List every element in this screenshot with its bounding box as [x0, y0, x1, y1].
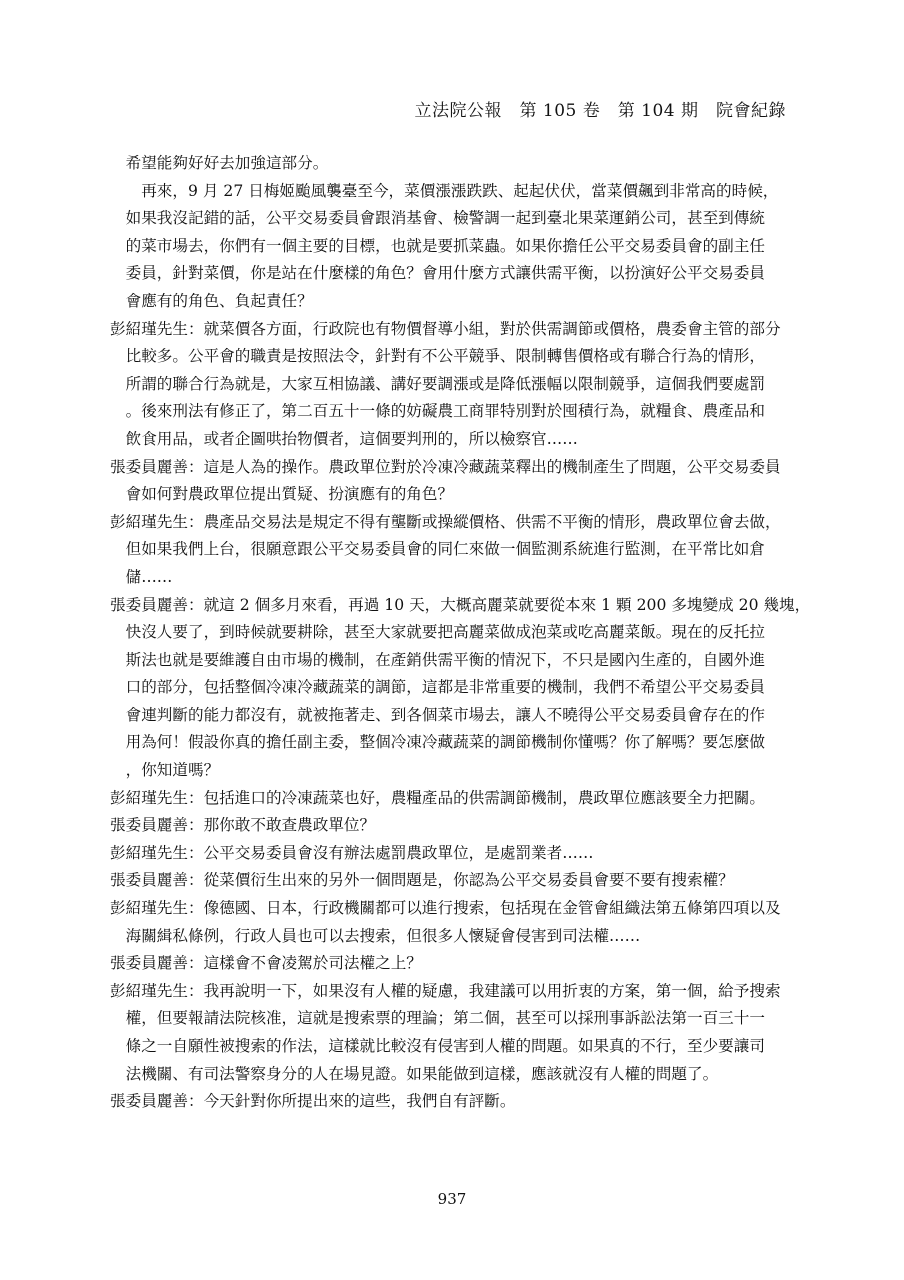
text-line: 條之一自願性被搜索的作法，這樣就比較沒有侵害到人權的問題。如果真的不行，至少要讓司	[125, 1037, 765, 1055]
text-line: 的菜市場去，你們有一個主要的目標，也就是要抓菜蟲。如果你擔任公平交易委員會的副主任	[125, 236, 765, 255]
transcript-paragraph	[110, 150, 800, 178]
text-line: 彭紹瑾先生：公平交易委員會沒有辦法處罰農政單位，是處罰業者……	[110, 843, 594, 862]
page-number: 937	[437, 1190, 467, 1208]
text-line: 希望能夠好好去加強這部分。	[125, 154, 329, 172]
speaker-paragraph	[110, 1088, 800, 1116]
speaker-paragraph	[110, 509, 800, 592]
speaker-paragraph	[110, 316, 800, 454]
text-line: 法機關、有司法警察身分的人在場見證。如果能做到這樣，應該就沒有人權的問題了。	[125, 1064, 719, 1083]
text-line: 如果我沒記錯的話，公平交易委員會跟消基會、檢警調一起到臺北果菜運銷公司，甚至到傳統	[125, 209, 765, 228]
text-line: 所謂的聯合行為就是，大家互相協議、講好要調漲或是降低漲幅以限制競爭，這個我們要處罰	[125, 374, 765, 393]
text-line: 會應有的角色、負起責任？	[125, 291, 313, 310]
text-line: 飲食用品，或者企圖哄抬物價者，這個要判刑的，所以檢察官……	[125, 429, 578, 448]
speaker-paragraph	[110, 950, 800, 978]
text-line: 儲……	[125, 567, 173, 586]
speaker-paragraph	[110, 785, 800, 813]
text-line: 彭紹瑾先生：像德國、日本，行政機關都可以進行搜索，包括現在金管會組織法第五條第四項以及	[110, 899, 781, 918]
transcript-paragraph	[110, 178, 800, 316]
speaker-paragraph	[110, 840, 800, 868]
text-line: 張委員麗善：那你敢不敢查農政單位？	[110, 816, 376, 835]
text-line: 張委員麗善：就這 2 個多月來看，再過 10 天，大概高麗菜就要從本來 1 顆 200 多塊變成 20 幾塊，	[110, 595, 811, 614]
speaker-paragraph	[110, 812, 800, 840]
text-line: 張委員麗善：今天針對你所提出來的這些，我們自有評斷。	[110, 1092, 516, 1111]
text-line: 快沒人要了，到時候就要耕除，甚至大家就要把高麗菜做成泡菜或吃高麗菜飯。現在的反托拉	[125, 623, 765, 642]
text-line: 會連判斷的能力都沒有，就被拖著走、到各個菜市場去，讓人不曉得公平交易委員會存在的作	[125, 705, 765, 724]
text-line: 用為何！假設你真的擔任副主委，整個冷凍冷藏蔬菜的調節機制你懂嗎？你了解嗎？要怎麼做	[125, 733, 765, 752]
text-line: 口的部分，包括整個冷凍冷藏蔬菜的調節，這都是非常重要的機制，我們不希望公平交易委員	[125, 678, 765, 697]
speaker-paragraph	[110, 867, 800, 895]
speaker-paragraph	[110, 454, 800, 509]
text-line: 張委員麗善：這樣會不會凌駕於司法權之上？	[110, 954, 422, 973]
text-line: 斯法也就是要維護自由市場的機制，在產銷供需平衡的情況下，不只是國內生產的，自國外進	[125, 650, 765, 669]
text-line: 。後來刑法有修正了，第二百五十一條的妨礙農工商罪特別對於囤積行為，就糧食、農產品和	[125, 402, 765, 421]
text-line: 彭紹瑾先生：包括進口的冷凍蔬菜也好，農糧產品的供需調節機制，農政單位應該要全力把關。	[110, 788, 765, 807]
speaker-paragraph	[110, 978, 800, 1088]
speaker-paragraph	[110, 895, 800, 950]
speaker-paragraph	[110, 592, 811, 785]
text-line: 海關緝私條例，行政人員也可以去搜索，但很多人懷疑會侵害到司法權……	[125, 926, 641, 945]
text-line: 會如何對農政單位提出質疑、扮演應有的角色？	[125, 485, 454, 504]
text-line: 再來，9 月 27 日梅姬颱風襲臺至今，菜價漲漲跌跌、起起伏伏，當菜價飆到非常高的時候，	[141, 181, 779, 200]
text-line: 權，但要報請法院核准，這就是搜索票的理論；第二個，甚至可以採刑事訴訟法第一百三十一	[125, 1009, 765, 1028]
text-line: 張委員麗善：這是人為的操作。農政單位對於冷凍冷藏蔬菜釋出的機制產生了問題，公平交易委員	[110, 457, 781, 476]
text-line: 但如果我們上台，很願意跟公平交易委員會的同仁來做一個監測系統進行監測，在平常比如倉	[125, 540, 765, 559]
text-line: 彭紹瑾先生：就菜價各方面，行政院也有物價督導小組，對於供需調節或價格，農委會主管的部分	[110, 319, 781, 338]
text-line: 委員，針對菜價，你是站在什麼樣的角色？會用什麼方式讓供需平衡，以扮演好公平交易委員	[125, 264, 765, 283]
text-line: 張委員麗善：從菜價衍生出來的另外一個問題是，你認為公平交易委員會要不要有搜索權？	[110, 871, 734, 890]
text-line: 比較多。公平會的職責是按照法令，針對有不公平競爭、限制轉售價格或有聯合行為的情形，	[125, 347, 765, 366]
text-line: ，你知道嗎？	[125, 761, 220, 780]
text-line: 彭紹瑾先生：農產品交易法是規定不得有壟斷或操縱價格、供需不平衡的情形，農政單位會去做，	[110, 512, 781, 531]
page-header: 立法院公報 第 105 卷 第 104 期 院會紀錄	[414, 101, 786, 121]
transcript-body	[110, 150, 811, 1116]
text-line: 彭紹瑾先生：我再說明一下，如果沒有人權的疑慮，我建議可以用折衷的方案，第一個，給予搜索	[110, 981, 781, 1000]
